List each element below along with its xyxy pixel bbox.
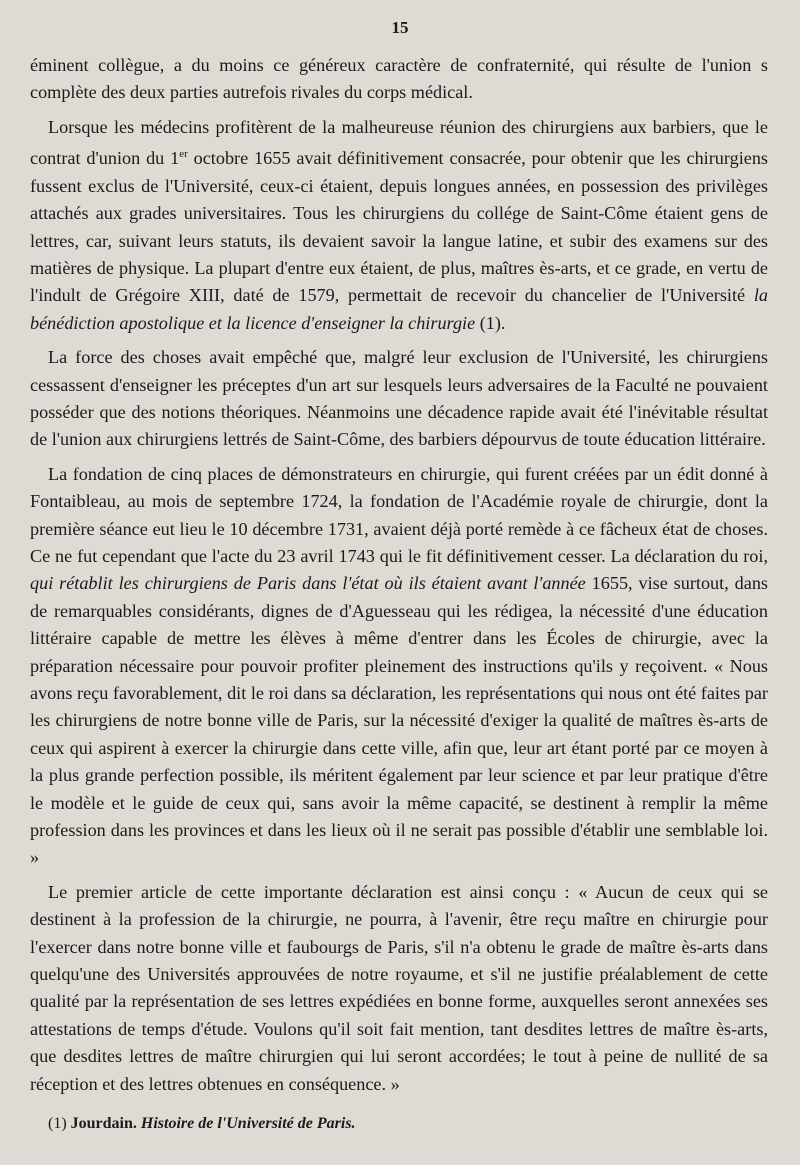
paragraph-5: Le premier article de cette importante déclaration est ainsi conçu : « Aucun de ceux qui se destinent à la profession de la chirurgie, ne pourra, à l'avenir, être reçu maître en chirurgie pour l'exercer dans notre bonne ville et faubourgs de Paris, s'il n'a obtenu le grade de maître ès-arts dans quelqu'une des Universités approuvées de notre royaume, et s'il ne justifie préalablement de cette qualité par la représentation de ses lettres expédiées en bonne forme, auxquelles seront annexées ses attestations de temps d'étude. Voulons qu'il soit fait mention, tant desdites lettres de maître ès-arts, que desdites lettres de maître chirurgien qui lui seront accordées; le tout à peine de nullité de sa réception et des lettres obtenues en conséquence. » (30, 881, 768, 1094)
paragraph-2-text-b: octobre 1655 avait définitivement consacrée, pour obtenir que les chirurgiens fussent exclus de l'Université, ceux-ci étaient, depuis longues années, en possession des privilèges attachés aux grades universitaires. Tous les chirurgiens du collége de Saint-Côme étaient gens de lettres, car, suivant leurs statuts, ils devaient savoir la langue latine, et subir des examens sur des matières de physique. La plupart d'entre eux étaient, de plus, maîtres ès-arts, et ce grade, en vertu de l'indult de Grégoire XIII, daté de 1579, permettait de recevoir du chancelier de l'Université (30, 148, 768, 306)
paragraph-4-text-a: La fondation de cinq places de démonstrateurs en chirurgie, qui furent créées par un édit donné à Fontaibleau, au mois de septembre 1724, la fondation de l'Académie royale de chirurgie, dont la première séance eut lieu le 10 décembre 1731, avaient déjà porté remède à ce fâcheux état de choses. Ce ne fut cependant que l'acte du 23 avril 1743 qui le fit définitivement cesser. La déclaration du roi, (30, 463, 768, 566)
paragraph-4 (30, 461, 768, 872)
page-number: 15 (391, 18, 409, 37)
paragraph-3: La force des choses avait empêché que, malgré leur exclusion de l'Université, les chirurgiens cessassent d'enseigner les préceptes d'un art sur lesquels leurs adversaires de la Faculté ne pouvaient posséder que des notions théoriques. Néanmoins une décadence rapide avait été l'inévitable résultat de l'union aux chirurgiens lettrés de Saint-Côme, des barbiers dépourvus de toute éducation littéraire. (30, 347, 768, 450)
body-text (30, 52, 768, 1105)
footnote-title: Histoire de l'Université de Paris. (140, 1115, 356, 1132)
paragraph-4-text-b: 1655, vise surtout, dans de remarquables considérants, dignes de d'Aguesseau qui les rédigea, la nécessité d'une éducation littéraire capable de mettre les élèves à même d'entrer dans les Écoles de chirurgie, avec la préparation nécessaire pour pouvoir profiter pleinement des instructions qu'ils y reçoivent. « Nous avons reçu favorablement, dit le roi dans sa déclaration, les représentations qui nous ont été faites par les chirurgiens de notre bonne ville de Paris, sur la nécessité d'exiger la qualité de maîtres ès-arts de ceux qui aspirent à exercer la chirurgie dans cette ville, afin que, leur art étant porté par ce moyen à la plus grande perfection possible, ils méritent également par leur science et par leur pratique d'être le modèle et le guide de ceux qui, sans avoir la même capacité, se destinent à remplir la même profession dans les provinces et dans les lieux où il ne serait pas possible d'établir une semblable loi. » (30, 573, 768, 868)
footnote (48, 1115, 768, 1133)
footnote-marker: (1) (48, 1115, 67, 1132)
footnote-author: Jourdain. (70, 1115, 137, 1132)
ordinal-superscript: er (179, 148, 188, 161)
paragraph-2-footnote-ref: (1). (475, 312, 506, 333)
paragraph-2-italic: la bénédiction apostolique et la licence d'enseigner la chirurgie (30, 285, 768, 333)
paragraph-2 (30, 114, 768, 337)
paragraph-1: éminent collègue, a du moins ce généreux caractère de confraternité, qui résulte de l'union s complète des deux parties autrefois rivales du corps médical. (30, 55, 768, 103)
paragraph-4-italic: qui rétablit les chirurgiens de Paris dans l'état où ils étaient avant l'année (30, 573, 586, 594)
paragraph-2-text-a: Lorsque les médecins profitèrent de la malheureuse réunion des chirurgiens aux barbiers, que le contrat d'union du 1 (30, 116, 768, 169)
